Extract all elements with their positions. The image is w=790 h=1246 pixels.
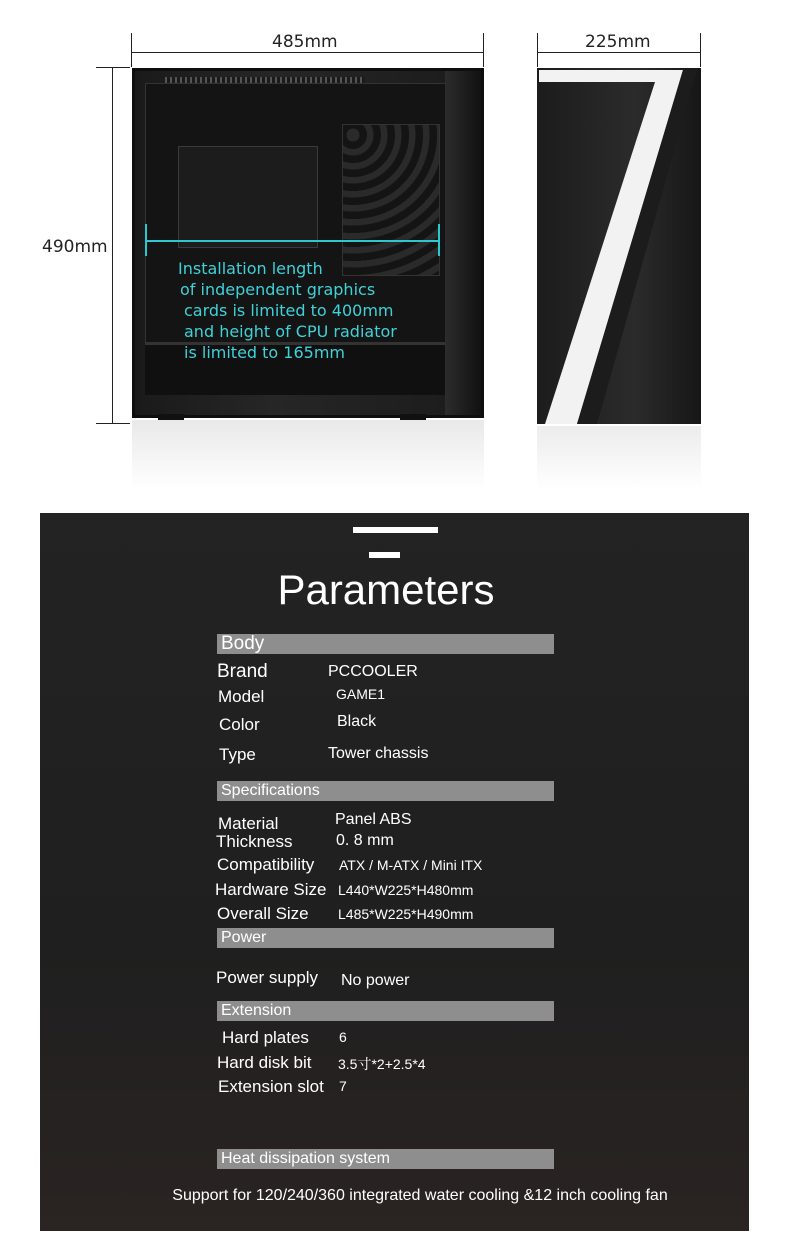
height-dim-tick-bottom <box>96 423 130 424</box>
section-heat-dissipation: Heat dissipation system <box>217 1149 554 1169</box>
section-specifications: Specifications <box>217 781 554 801</box>
front-mesh <box>342 124 440 276</box>
material-label: Material <box>218 814 279 833</box>
extension-slot-label: Extension slot <box>218 1077 324 1096</box>
note-line: of independent graphics <box>180 280 376 299</box>
case-side-image <box>537 68 701 424</box>
hardware-size-label: Hardware Size <box>215 880 327 899</box>
depth-dim-tick-right <box>700 33 701 67</box>
gpu-length-tick-right <box>438 224 440 256</box>
overall-size-value: L485*W225*H490mm <box>338 906 474 922</box>
height-label: 490mm <box>42 237 108 257</box>
note-line: and height of CPU radiator <box>184 322 397 341</box>
compatibility-label: Compatibility <box>217 855 315 874</box>
note-line: is limited to 165mm <box>184 343 346 362</box>
heat-dissipation-text-content: Support for 120/240/360 integrated water cooling &12 inch cooling fan <box>172 1187 668 1204</box>
width-dim-tick-right <box>483 33 484 67</box>
section-extension: Extension <box>217 1001 554 1021</box>
parameters-title-text: Parameters <box>277 566 495 613</box>
decor-bar-small <box>369 552 400 558</box>
section-body: Body <box>217 634 554 654</box>
power-supply-value: No power <box>341 972 410 989</box>
note-line: Installation length <box>178 259 323 278</box>
depth-dim-line <box>538 52 700 53</box>
depth-dim-tick-left <box>537 33 538 67</box>
color-label: Color <box>219 715 260 734</box>
decor-bar-top <box>353 527 438 533</box>
hardware-size-value: L440*W225*H480mm <box>338 882 474 898</box>
brand-label: Brand <box>217 661 268 682</box>
installation-note <box>178 258 397 363</box>
case-reflection <box>132 420 484 490</box>
heat-dissipation-text <box>0 1187 790 1205</box>
type-value: Tower chassis <box>328 745 429 762</box>
hard-disk-value: 3.5寸*2+2.5*4 <box>338 1056 426 1072</box>
hard-plates-value: 6 <box>339 1029 347 1045</box>
type-label: Type <box>219 745 256 764</box>
compatibility-value: ATX / M-ATX / Mini ITX <box>339 857 483 873</box>
hard-plates-label: Hard plates <box>222 1028 309 1047</box>
hard-disk-label: Hard disk bit <box>217 1053 312 1072</box>
case-front-image <box>132 68 484 418</box>
model-label: Model <box>218 687 265 706</box>
note-line: cards is limited to 400mm <box>184 301 394 320</box>
thickness-label: Thickness <box>216 832 293 851</box>
thickness-value: 0. 8 mm <box>336 832 394 849</box>
parameters-title <box>0 566 790 614</box>
overall-size-label: Overall Size <box>217 904 309 923</box>
width-dim-line <box>132 52 484 53</box>
model-value: GAME1 <box>336 686 386 702</box>
power-supply-label: Power supply <box>216 968 319 987</box>
extension-slot-value: 7 <box>339 1078 347 1094</box>
gpu-length-line <box>145 240 440 242</box>
motherboard-plate <box>178 146 318 248</box>
height-dim-tick-top <box>96 67 130 68</box>
front-panel-edge <box>445 71 481 415</box>
gpu-length-tick-left <box>145 224 147 256</box>
width-dim-tick-left <box>131 33 132 67</box>
seven-stripe-graphic <box>537 68 701 424</box>
depth-label: 225mm <box>585 32 651 52</box>
material-value: Panel ABS <box>335 811 412 828</box>
brand-value: PCCOOLER <box>328 663 418 680</box>
height-dim-line <box>112 68 113 423</box>
side-reflection <box>537 426 701 490</box>
section-power: Power <box>217 928 554 948</box>
width-label: 485mm <box>272 32 338 52</box>
color-value: Black <box>337 713 377 730</box>
